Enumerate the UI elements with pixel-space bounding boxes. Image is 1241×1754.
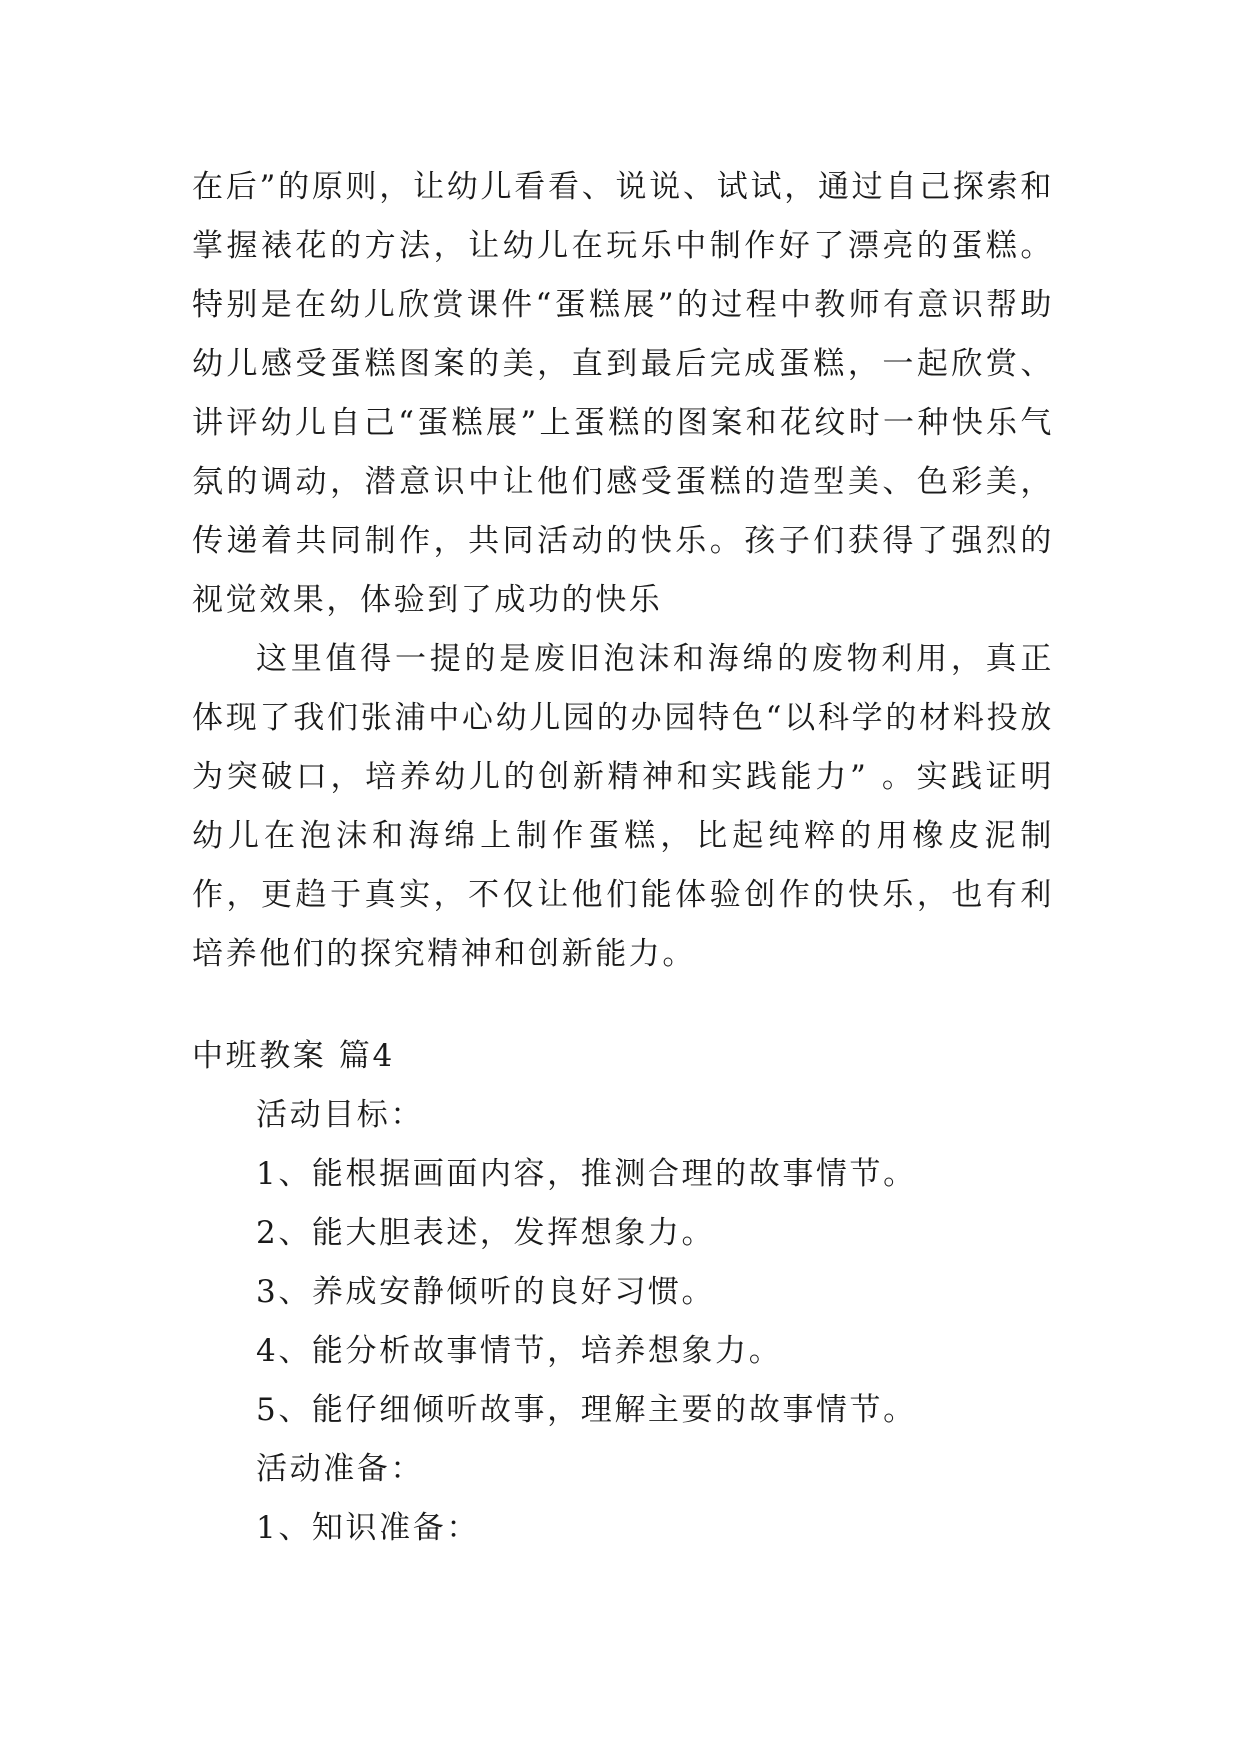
preparation-item: 1、知识准备： — [256, 1510, 480, 1546]
paragraph-material-reuse: 这里值得一提的是废旧泡沫和海绵的废物利用，真正体现了我们张浦中心幼儿园的办园特色“以科学的材料投放为突破口，培养幼儿的创新精神和实践能力” 。实践证明幼儿在泡沫和海绵上制作蛋糕，比起纯粹的用橡皮泥制作，更趋于真实，不仅让他们能体验创作的快乐，也有利培养他们的探究精神和创新能力。 — [192, 641, 1054, 972]
objective-item: 1、能根据画面内容，推测合理的故事情节。 — [256, 1156, 917, 1192]
objective-item: 3、养成安静倾听的良好习惯。 — [256, 1274, 716, 1310]
objective-item: 2、能大胆表述，发挥想象力。 — [256, 1215, 716, 1251]
section-heading: 中班教案 篇4 — [192, 1038, 395, 1074]
objectives-label: 活动目标： — [256, 1097, 424, 1133]
objective-item: 4、能分析故事情节，培养想象力。 — [256, 1333, 783, 1369]
objective-item: 5、能仔细倾听故事，理解主要的故事情节。 — [256, 1392, 917, 1428]
paragraph-cake-activity: 在后”的原则，让幼儿看看、说说、试试，通过自己探索和掌握裱花的方法，让幼儿在玩乐中制作好了漂亮的蛋糕。特别是在幼儿欣赏课件“蛋糕展”的过程中教师有意识帮助幼儿感受蛋糕图案的美，直到最后完成蛋糕，一起欣赏、讲评幼儿自己“蛋糕展”上蛋糕的图案和花纹时一种快乐气氛的调动，潜意识中让他们感受蛋糕的造型美、色彩美，传递着共同制作，共同活动的快乐。孩子们获得了强烈的视觉效果，体验到了成功的快乐 — [192, 169, 1054, 618]
preparation-label: 活动准备： — [256, 1451, 424, 1487]
body-text — [192, 158, 1054, 984]
lesson-plan-section — [192, 1027, 1054, 1558]
